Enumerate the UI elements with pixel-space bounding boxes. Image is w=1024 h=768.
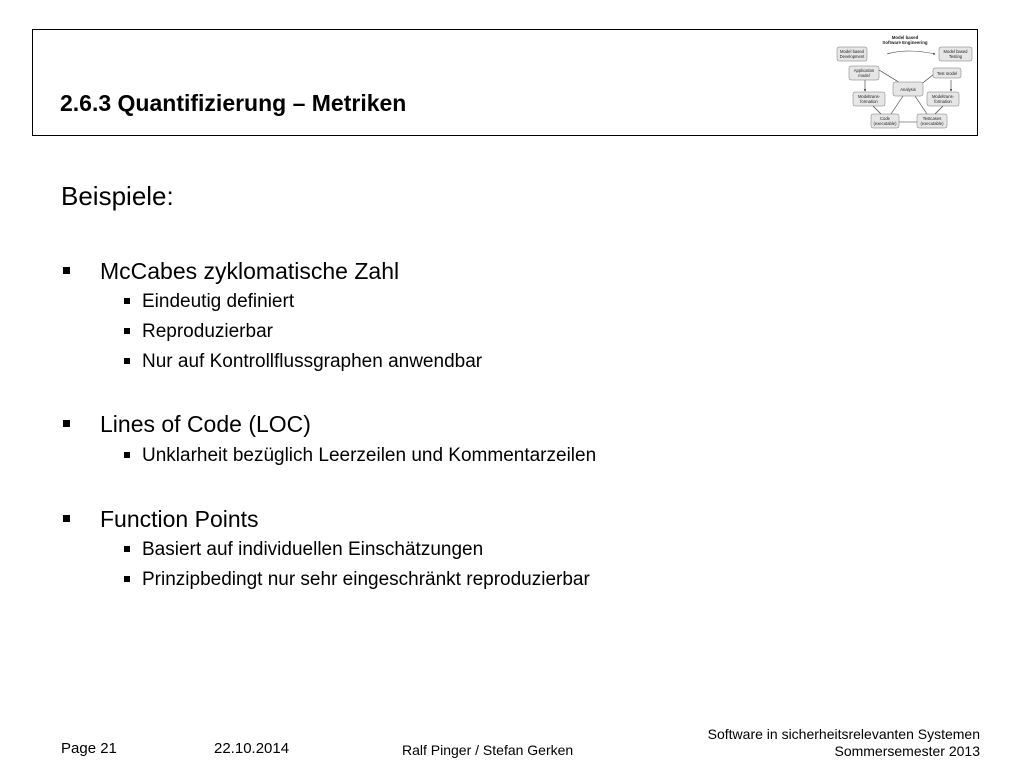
square-bullet-icon (63, 515, 70, 522)
svg-text:Modeltrans-: Modeltrans- (931, 94, 955, 99)
svg-text:model: model (858, 73, 870, 78)
svg-text:Model based: Model based (840, 49, 864, 54)
node-testcases-executable (917, 114, 947, 128)
node-analysis (893, 82, 923, 96)
svg-text:Modeltrans-: Modeltrans- (857, 94, 881, 99)
svg-text:Testcases: Testcases (922, 116, 942, 121)
footer-date: 22.10.2014 (214, 740, 290, 757)
sub-bullet-label: Reproduzierbar (142, 321, 273, 342)
mbse-thumbnail-diagram (835, 34, 975, 131)
svg-text:Model based: Model based (943, 49, 968, 54)
node-application-model (849, 66, 879, 80)
square-bullet-icon (124, 358, 130, 364)
diagram-title-line1: Model based (891, 35, 919, 40)
node-model-based-development (837, 47, 867, 61)
edge-title-right (887, 51, 935, 54)
sub-bullet-label: Eindeutig definiert (142, 291, 295, 312)
bullet-label: Function Points (100, 506, 259, 532)
svg-text:formation: formation (860, 99, 878, 104)
footer-authors: Ralf Pinger / Stefan Gerken (402, 742, 574, 758)
sub-bullet-label: Prinzipbedingt nur sehr eingeschränkt reproduzierbar (142, 569, 590, 590)
node-modeltransformation-right (927, 92, 959, 106)
edge-analysis-testcases (915, 96, 927, 114)
node-modeltransformation-left (853, 92, 885, 106)
node-model-based-testing (939, 47, 972, 61)
bullet-label: Lines of Code (LOC) (100, 411, 311, 437)
square-bullet-icon (124, 576, 130, 582)
square-bullet-icon (124, 452, 130, 458)
content-heading: Beispiele: (61, 181, 174, 211)
sub-bullet-label: Unklarheit bezüglich Leerzeilen und Kommentarzeilen (142, 445, 597, 466)
footer-course (708, 726, 980, 760)
header-frame (32, 29, 978, 136)
sub-bullet-label: Basiert auf individuellen Einschätzungen (142, 539, 484, 560)
footer-page-number: Page 21 (61, 740, 117, 757)
svg-text:Development: Development (839, 54, 865, 59)
svg-text:Test model: Test model (936, 71, 958, 76)
svg-text:(executable): (executable) (920, 121, 944, 126)
square-bullet-icon (124, 328, 130, 334)
footer-semester: Sommersemester 2013 (834, 743, 980, 759)
diagram-title-line2: Software Engineering (882, 40, 928, 45)
sub-bullet-label: Nur auf Kontrollflussgraphen anwendbar (142, 351, 483, 372)
svg-text:Analysis: Analysis (900, 87, 916, 92)
node-code-executable (871, 114, 899, 128)
slide-title: 2.6.3 Quantifizierung – Metriken (60, 90, 407, 116)
square-bullet-icon (63, 420, 70, 427)
svg-text:formation: formation (934, 99, 952, 104)
square-bullet-icon (124, 298, 130, 304)
svg-text:Application: Application (853, 68, 875, 73)
footer-course-title: Software in sicherheitsrelevanten Systemen (707, 726, 980, 742)
bullet-label: McCabes zyklomatische Zahl (100, 258, 400, 284)
square-bullet-icon (63, 267, 70, 274)
svg-text:Code: Code (879, 116, 891, 121)
node-test-model (933, 68, 961, 78)
edge-analysis-code (891, 96, 903, 114)
svg-text:(executable): (executable) (873, 121, 897, 126)
svg-text:Testing: Testing (948, 54, 963, 59)
square-bullet-icon (124, 546, 130, 552)
